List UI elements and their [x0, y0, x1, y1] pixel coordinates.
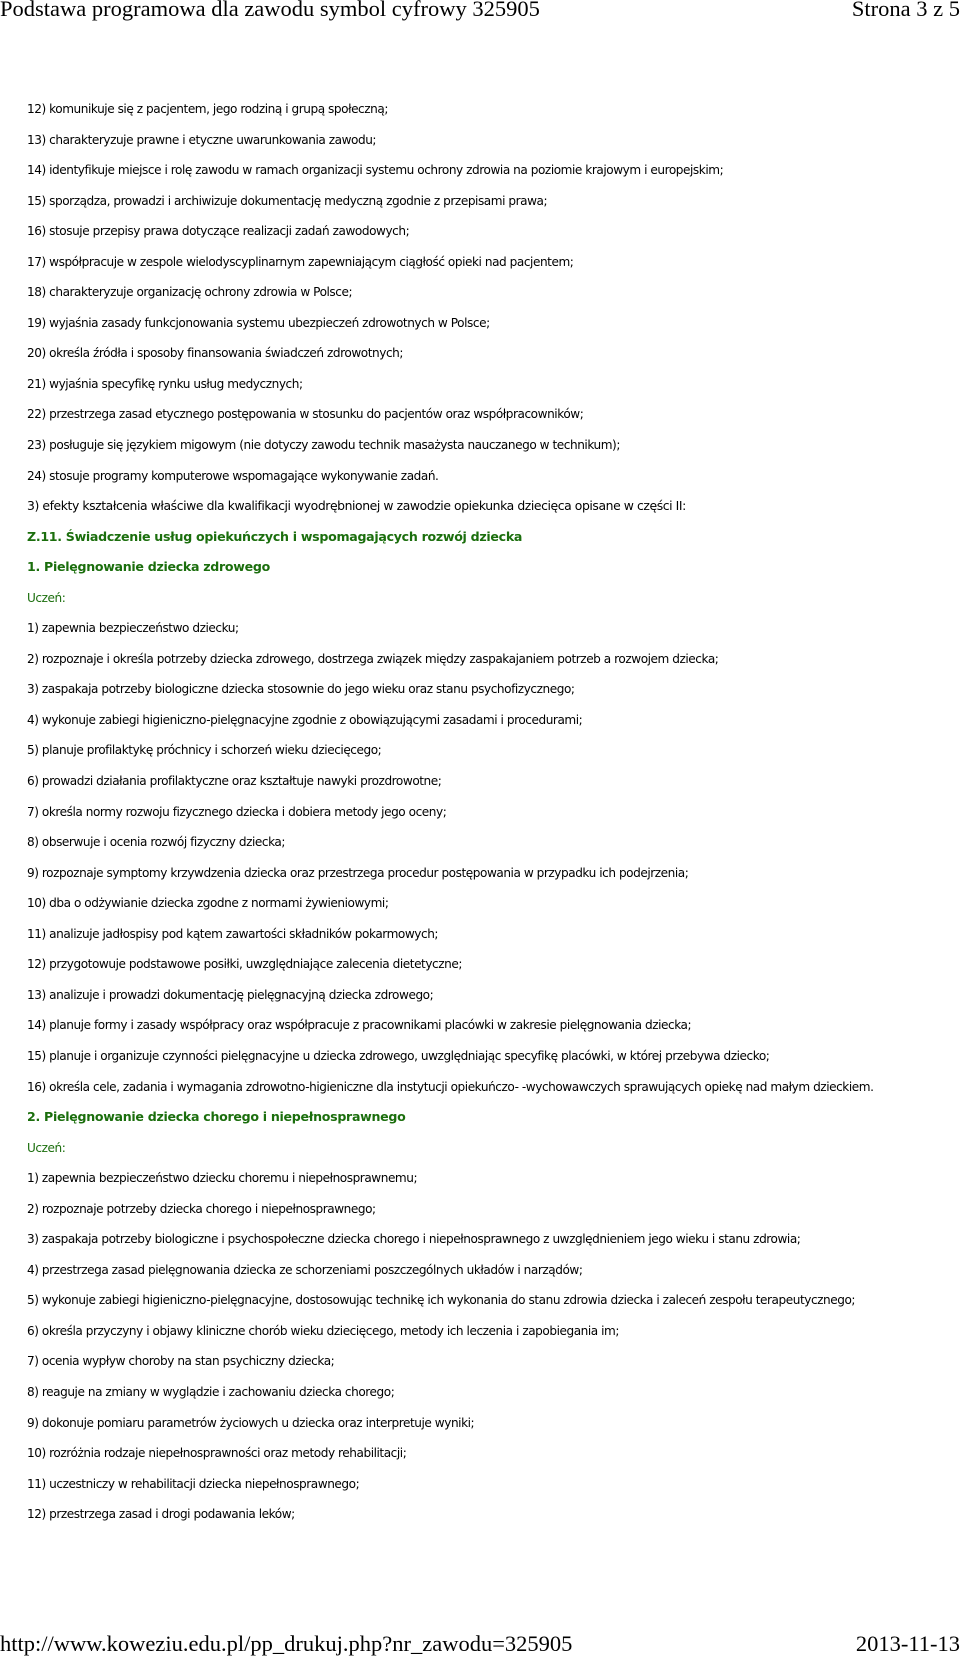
list-item: 11) analizuje jadłospisy pod kątem zawartości składników pokarmowych; — [27, 926, 439, 941]
section-heading: 1. Pielęgnowanie dziecka zdrowego — [27, 559, 270, 575]
list-item: 6) prowadzi działania profilaktyczne oraz kształtuje nawyki prozdrowotne; — [27, 774, 442, 789]
section-heading: Z.11. Świadczenie usług opiekuńczych i wspomagających rozwój dziecka — [27, 528, 523, 544]
section-heading: 2. Pielęgnowanie dziecka chorego i niepełnosprawnego — [27, 1109, 406, 1125]
list-item: 13) charakteryzuje prawne i etyczne uwarunkowania zawodu; — [27, 132, 377, 147]
list-item: 10) dba o odżywianie dziecka zgodne z normami żywieniowymi; — [27, 896, 389, 911]
list-item: 17) współpracuje w zespole wielodyscyplinarnym zapewniającym ciągłość opieki nad pacjentem; — [27, 254, 574, 269]
student-label: Uczeń: — [27, 1140, 66, 1155]
list-item: 13) analizuje i prowadzi dokumentację pielęgnacyjną dziecka zdrowego; — [27, 987, 434, 1002]
footer-date: 2013-11-13 — [855, 1631, 960, 1656]
list-item: 12) komunikuje się z pacjentem, jego rodziną i grupą społeczną; — [27, 102, 388, 116]
page-footer — [0, 1630, 960, 1654]
list-item: 2) rozpoznaje i określa potrzeby dziecka zdrowego, dostrzega związek między zaspakajaniem potrzeb a rozwojem dziecka; — [27, 651, 719, 666]
list-item: 12) przygotowuje podstawowe posiłki, uwzględniające zalecenia dietetyczne; — [27, 957, 462, 972]
list-item: 6) określa przyczyny i objawy kliniczne chorób wieku dziecięcego, metody ich leczenia i zapobiegania im; — [27, 1323, 620, 1338]
header-page-number: Strona 3 z 5 — [851, 0, 960, 21]
list-item: 4) przestrzega zasad pielęgnowania dziecka ze schorzeniami poszczególnych układów i narządów; — [27, 1262, 583, 1277]
list-item: 1) zapewnia bezpieczeństwo dziecku choremu i niepełnosprawnemu; — [27, 1171, 418, 1186]
list-item: 9) rozpoznaje symptomy krzywdzenia dziecka oraz przestrzega procedur postępowania w przypadku ich podejrzenia; — [27, 865, 689, 880]
list-item: 11) uczestniczy w rehabilitacji dziecka niepełnosprawnego; — [27, 1476, 360, 1491]
list-item: 10) rozróżnia rodzaje niepełnosprawności oraz metody rehabilitacji; — [27, 1446, 407, 1461]
footer-url: http://www.koweziu.edu.pl/pp_drukuj.php?nr_zawodu=325905 — [0, 1631, 573, 1656]
list-item: 8) obserwuje i ocenia rozwój fizyczny dziecka; — [27, 835, 286, 850]
list-item: 15) sporządza, prowadzi i archiwizuje dokumentację medyczną zgodnie z przepisami prawa; — [27, 193, 548, 208]
list-item: 14) identyfikuje miejsce i rolę zawodu w ramach organizacji systemu ochrony zdrowia na poziomie krajowym i europejskim; — [27, 163, 724, 178]
list-item: 9) dokonuje pomiaru parametrów życiowych u dziecka oraz interpretuje wyniki; — [27, 1415, 475, 1430]
section-intro: 3) efekty kształcenia właściwe dla kwalifikacji wyodrębnionej w zawodzie opiekunka dziecięca opisane w części II: — [27, 498, 686, 514]
list-item: 24) stosuje programy komputerowe wspomagające wykonywanie zadań. — [27, 468, 439, 483]
list-item: 19) wyjaśnia zasady funkcjonowania systemu ubezpieczeń zdrowotnych w Polsce; — [27, 315, 490, 330]
list-item: 3) zaspakaja potrzeby biologiczne i psychospołeczne dziecka chorego i niepełnosprawnego z uwzględnieniem jego wieku i stanu zdrowia; — [27, 1232, 801, 1247]
list-item: 7) określa normy rozwoju fizycznego dziecka i dobiera metody jego oceny; — [27, 804, 447, 819]
list-item: 21) wyjaśnia specyfikę rynku usług medycznych; — [27, 376, 303, 391]
document-content — [27, 101, 957, 1537]
list-item: 20) określa źródła i sposoby finansowania świadczeń zdrowotnych; — [27, 346, 403, 361]
page-header — [0, 0, 960, 22]
list-item: 16) stosuje przepisy prawa dotyczące realizacji zadań zawodowych; — [27, 224, 410, 239]
list-item: 4) wykonuje zabiegi higieniczno-pielęgnacyjne zgodnie z obowiązującymi zasadami i procedurami; — [27, 712, 583, 727]
list-item: 12) przestrzega zasad i drogi podawania leków; — [27, 1507, 295, 1522]
list-item: 7) ocenia wypływ choroby na stan psychiczny dziecka; — [27, 1354, 335, 1369]
list-item: 3) zaspakaja potrzeby biologiczne dziecka stosownie do jego wieku oraz stanu psychofizycznego; — [27, 682, 575, 697]
header-title: Podstawa programowa dla zawodu symbol cyfrowy 325905 — [0, 0, 540, 21]
student-label: Uczeń: — [27, 590, 66, 605]
list-item: 1) zapewnia bezpieczeństwo dziecku; — [27, 621, 239, 636]
list-item: 22) przestrzega zasad etycznego postępowania w stosunku do pacjentów oraz współpracowników; — [27, 407, 584, 422]
list-item: 8) reaguje na zmiany w wyglądzie i zachowaniu dziecka chorego; — [27, 1384, 395, 1399]
list-item: 5) planuje profilaktykę próchnicy i schorzeń wieku dziecięcego; — [27, 743, 382, 758]
list-item: 23) posługuje się językiem migowym (nie dotyczy zawodu technik masażysta nauczanego w technikum); — [27, 438, 620, 453]
list-item: 15) planuje i organizuje czynności pielęgnacyjne u dziecka zdrowego, uwzględniając specyfikę placówki, w której przebywa dziecko; — [27, 1048, 770, 1063]
list-item: 16) określa cele, zadania i wymagania zdrowotno-higieniczne dla instytucji opiekuńczo- -wychowawczych sprawujących opiekę nad małym dzieckiem. — [27, 1079, 874, 1094]
list-item: 14) planuje formy i zasady współpracy oraz współpracuje z pracownikami placówki w zakresie pielęgnowania dziecka; — [27, 1018, 692, 1033]
list-item: 5) wykonuje zabiegi higieniczno-pielęgnacyjne, dostosowując technikę ich wykonania do stanu zdrowia dziecka i zaleceń zespołu terapeutycznego; — [27, 1293, 856, 1308]
list-item: 2) rozpoznaje potrzeby dziecka chorego i niepełnosprawnego; — [27, 1201, 376, 1216]
list-item: 18) charakteryzuje organizację ochrony zdrowia w Polsce; — [27, 285, 353, 300]
